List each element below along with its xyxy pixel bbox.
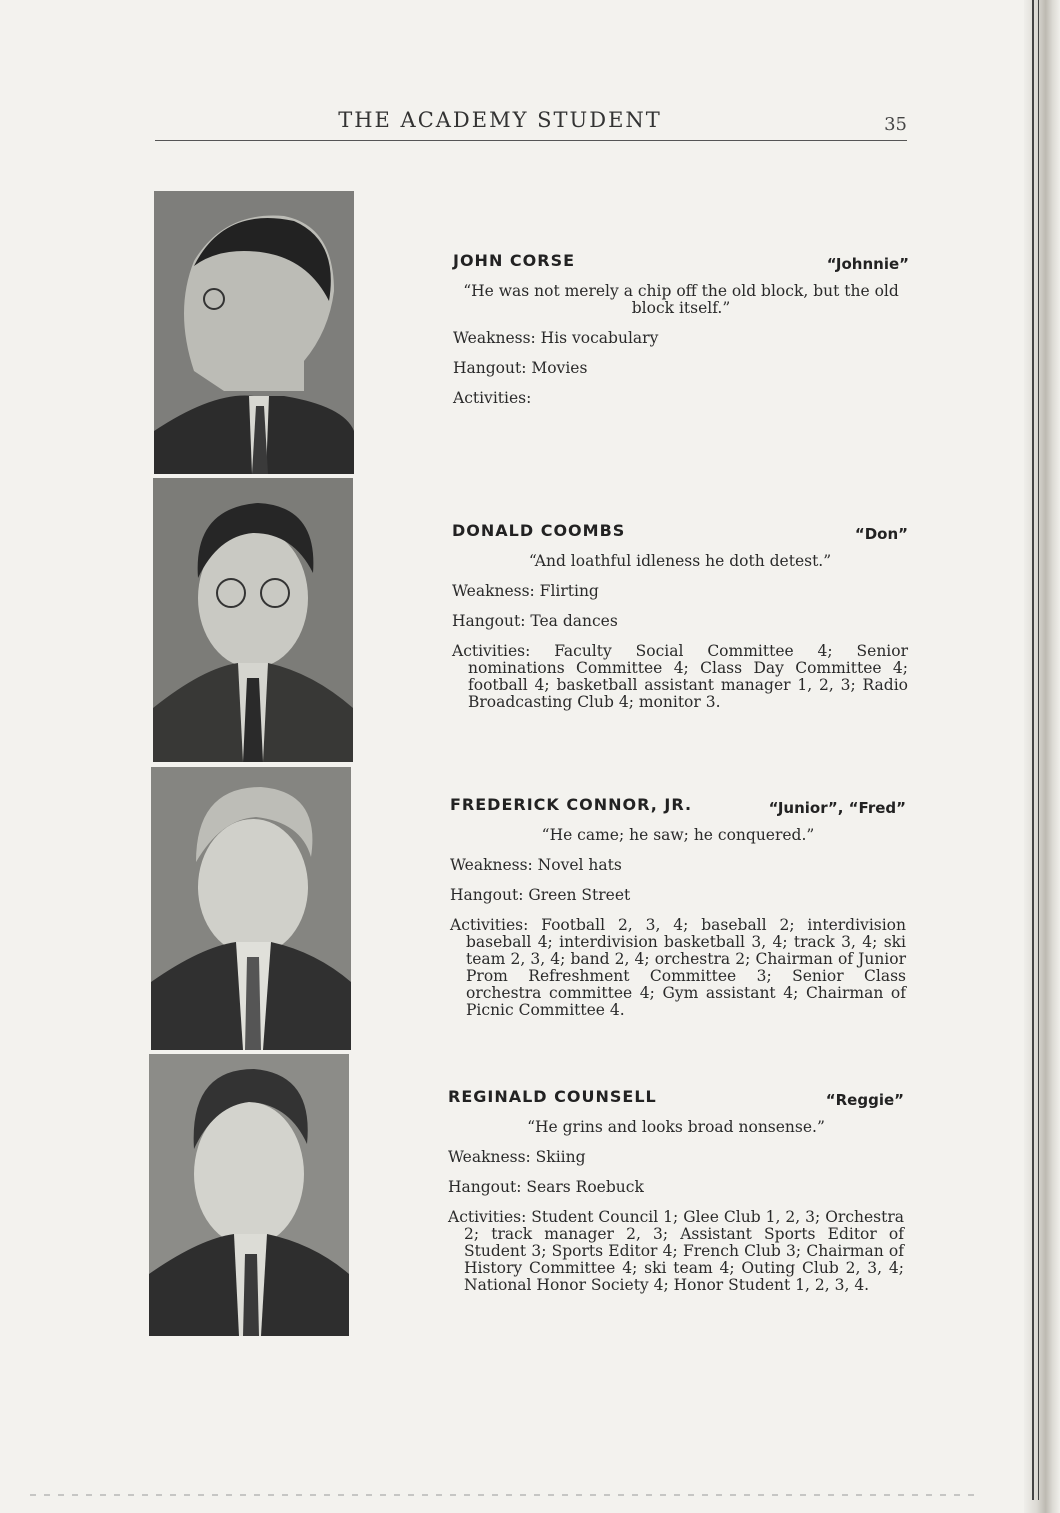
student-weakness: Weakness: Skiing	[448, 1148, 586, 1166]
student-hangout: Hangout: Green Street	[450, 886, 631, 904]
student-nickname: “Don”	[854, 525, 908, 543]
student-weakness: Weakness: Novel hats	[450, 856, 622, 874]
header-rule	[155, 140, 907, 141]
student-nickname: “Junior”, “Fred”	[768, 799, 906, 817]
page-binding-edge	[1024, 0, 1060, 1513]
student-entry	[450, 796, 906, 1019]
student-name: DONALD COOMBS	[452, 521, 626, 540]
student-entry	[448, 1088, 904, 1294]
student-hangout: Hangout: Sears Roebuck	[448, 1178, 644, 1196]
student-quote: “He was not merely a chip off the old block, but the old block itself.”	[463, 282, 899, 317]
student-hangout: Hangout: Tea dances	[452, 612, 618, 630]
student-weakness: Weakness: His vocabulary	[453, 329, 659, 347]
portrait-frederick-connor	[151, 767, 351, 1050]
student-weakness: Weakness: Flirting	[452, 582, 599, 600]
student-nickname: “Reggie”	[825, 1091, 904, 1109]
student-entry	[452, 522, 908, 711]
page-number: 35	[884, 114, 907, 135]
student-entry	[453, 252, 909, 407]
student-name: REGINALD COUNSELL	[448, 1087, 657, 1106]
portrait-reginald-counsell	[149, 1054, 349, 1336]
publication-title: THE ACADEMY STUDENT	[338, 108, 662, 132]
student-name: JOHN CORSE	[453, 251, 576, 270]
portrait-john-corse	[154, 191, 354, 474]
student-name: FREDERICK CONNOR, JR.	[450, 795, 693, 814]
student-nickname: “Johnnie”	[826, 255, 909, 273]
student-activities: Activities:	[453, 389, 532, 407]
student-activities: Activities: Faculty Social Committee 4; Senior nominations Committee 4; Class Day Committee 4; football 4; basketball assistant manager 1, 2, 3; Radio Broadcasting Club 4; monitor 3.	[452, 642, 908, 711]
student-hangout: Hangout: Movies	[453, 359, 588, 377]
scan-edge-artifact	[30, 1494, 980, 1496]
student-quote: “And loathful idleness he doth detest.”	[528, 552, 832, 570]
student-activities: Activities: Student Council 1; Glee Club 1, 2, 3; Orchestra 2; track manager 2, 3; Assistant Sports Editor of Student 3; Sports Editor 4; French Club 3; Chairman of History Committee 4; ski team 4; Outing Club 2, 3, 4; National Honor Society 4; Honor Student 1, 2, 3, 4.	[448, 1208, 904, 1294]
student-quote: “He grins and looks broad nonsense.”	[527, 1118, 825, 1136]
running-header	[155, 108, 907, 138]
portrait-donald-coombs	[153, 478, 353, 762]
student-activities: Activities: Football 2, 3, 4; baseball 2; interdivision baseball 4; interdivision basketball 3, 4; track 3, 4; ski team 2, 3, 4; band 2, 4; orchestra 2; Chairman of Junior Prom Refreshment Committee 3; Senior Class orchestra committee 4; Gym assistant 4; Chairman of Picnic Committee 4.	[450, 916, 906, 1019]
student-quote: “He came; he saw; he conquered.”	[541, 826, 815, 844]
